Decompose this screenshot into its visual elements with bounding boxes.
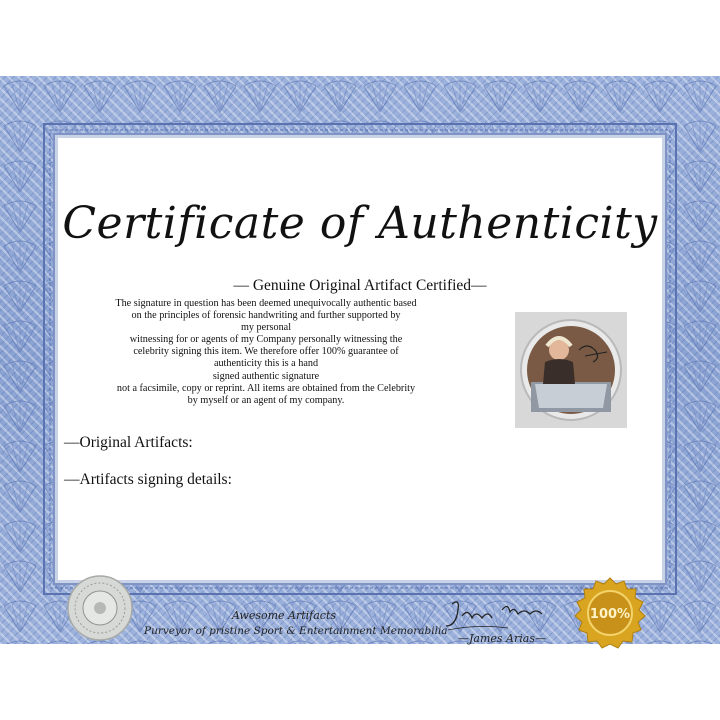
gold-guarantee-seal-icon [572, 576, 648, 652]
statement-line: my personal [240, 322, 292, 334]
signer-name: —James Arias— [458, 632, 546, 645]
statement-line: signed authentic signature [212, 370, 320, 382]
certificate-title: Certificate of Authenticity [62, 198, 658, 249]
certificate-border [0, 76, 720, 644]
company-footer [144, 609, 448, 637]
gold-seal-text: 100% [589, 607, 631, 622]
signing-details-label: —Artifacts signing details: [64, 471, 232, 488]
statement-line: The signature in question has been deemed unequivocally authentic based [115, 298, 417, 309]
statement-line: not a facsimile, copy or reprint. All items are obtained from the Celebrity [116, 382, 416, 394]
certificate-subtitle: — Genuine Original Artifact Certified— [233, 277, 487, 294]
original-artifacts-label: —Original Artifacts: [64, 434, 193, 451]
statement-line: authenticity this is a hand [213, 358, 319, 370]
artifact-photo [515, 312, 627, 428]
certificate-body [58, 138, 662, 645]
authenticity-statement [66, 298, 466, 407]
statement-line: celebrity signing this item. We therefore offer 100% guarantee of [133, 346, 399, 358]
statement-line: by myself or an agent of my company. [187, 394, 345, 406]
company-name: Awesome Artifacts [231, 609, 337, 622]
statement-line: witnessing for or agents of my Company personally witnessing the [129, 334, 403, 346]
statement-line: on the principles of forensic handwriting and further supported by [131, 310, 401, 322]
company-tagline: Purveyor of pristine Sport & Entertainment Memorabilia [144, 625, 448, 637]
silver-seal-icon [66, 574, 134, 642]
